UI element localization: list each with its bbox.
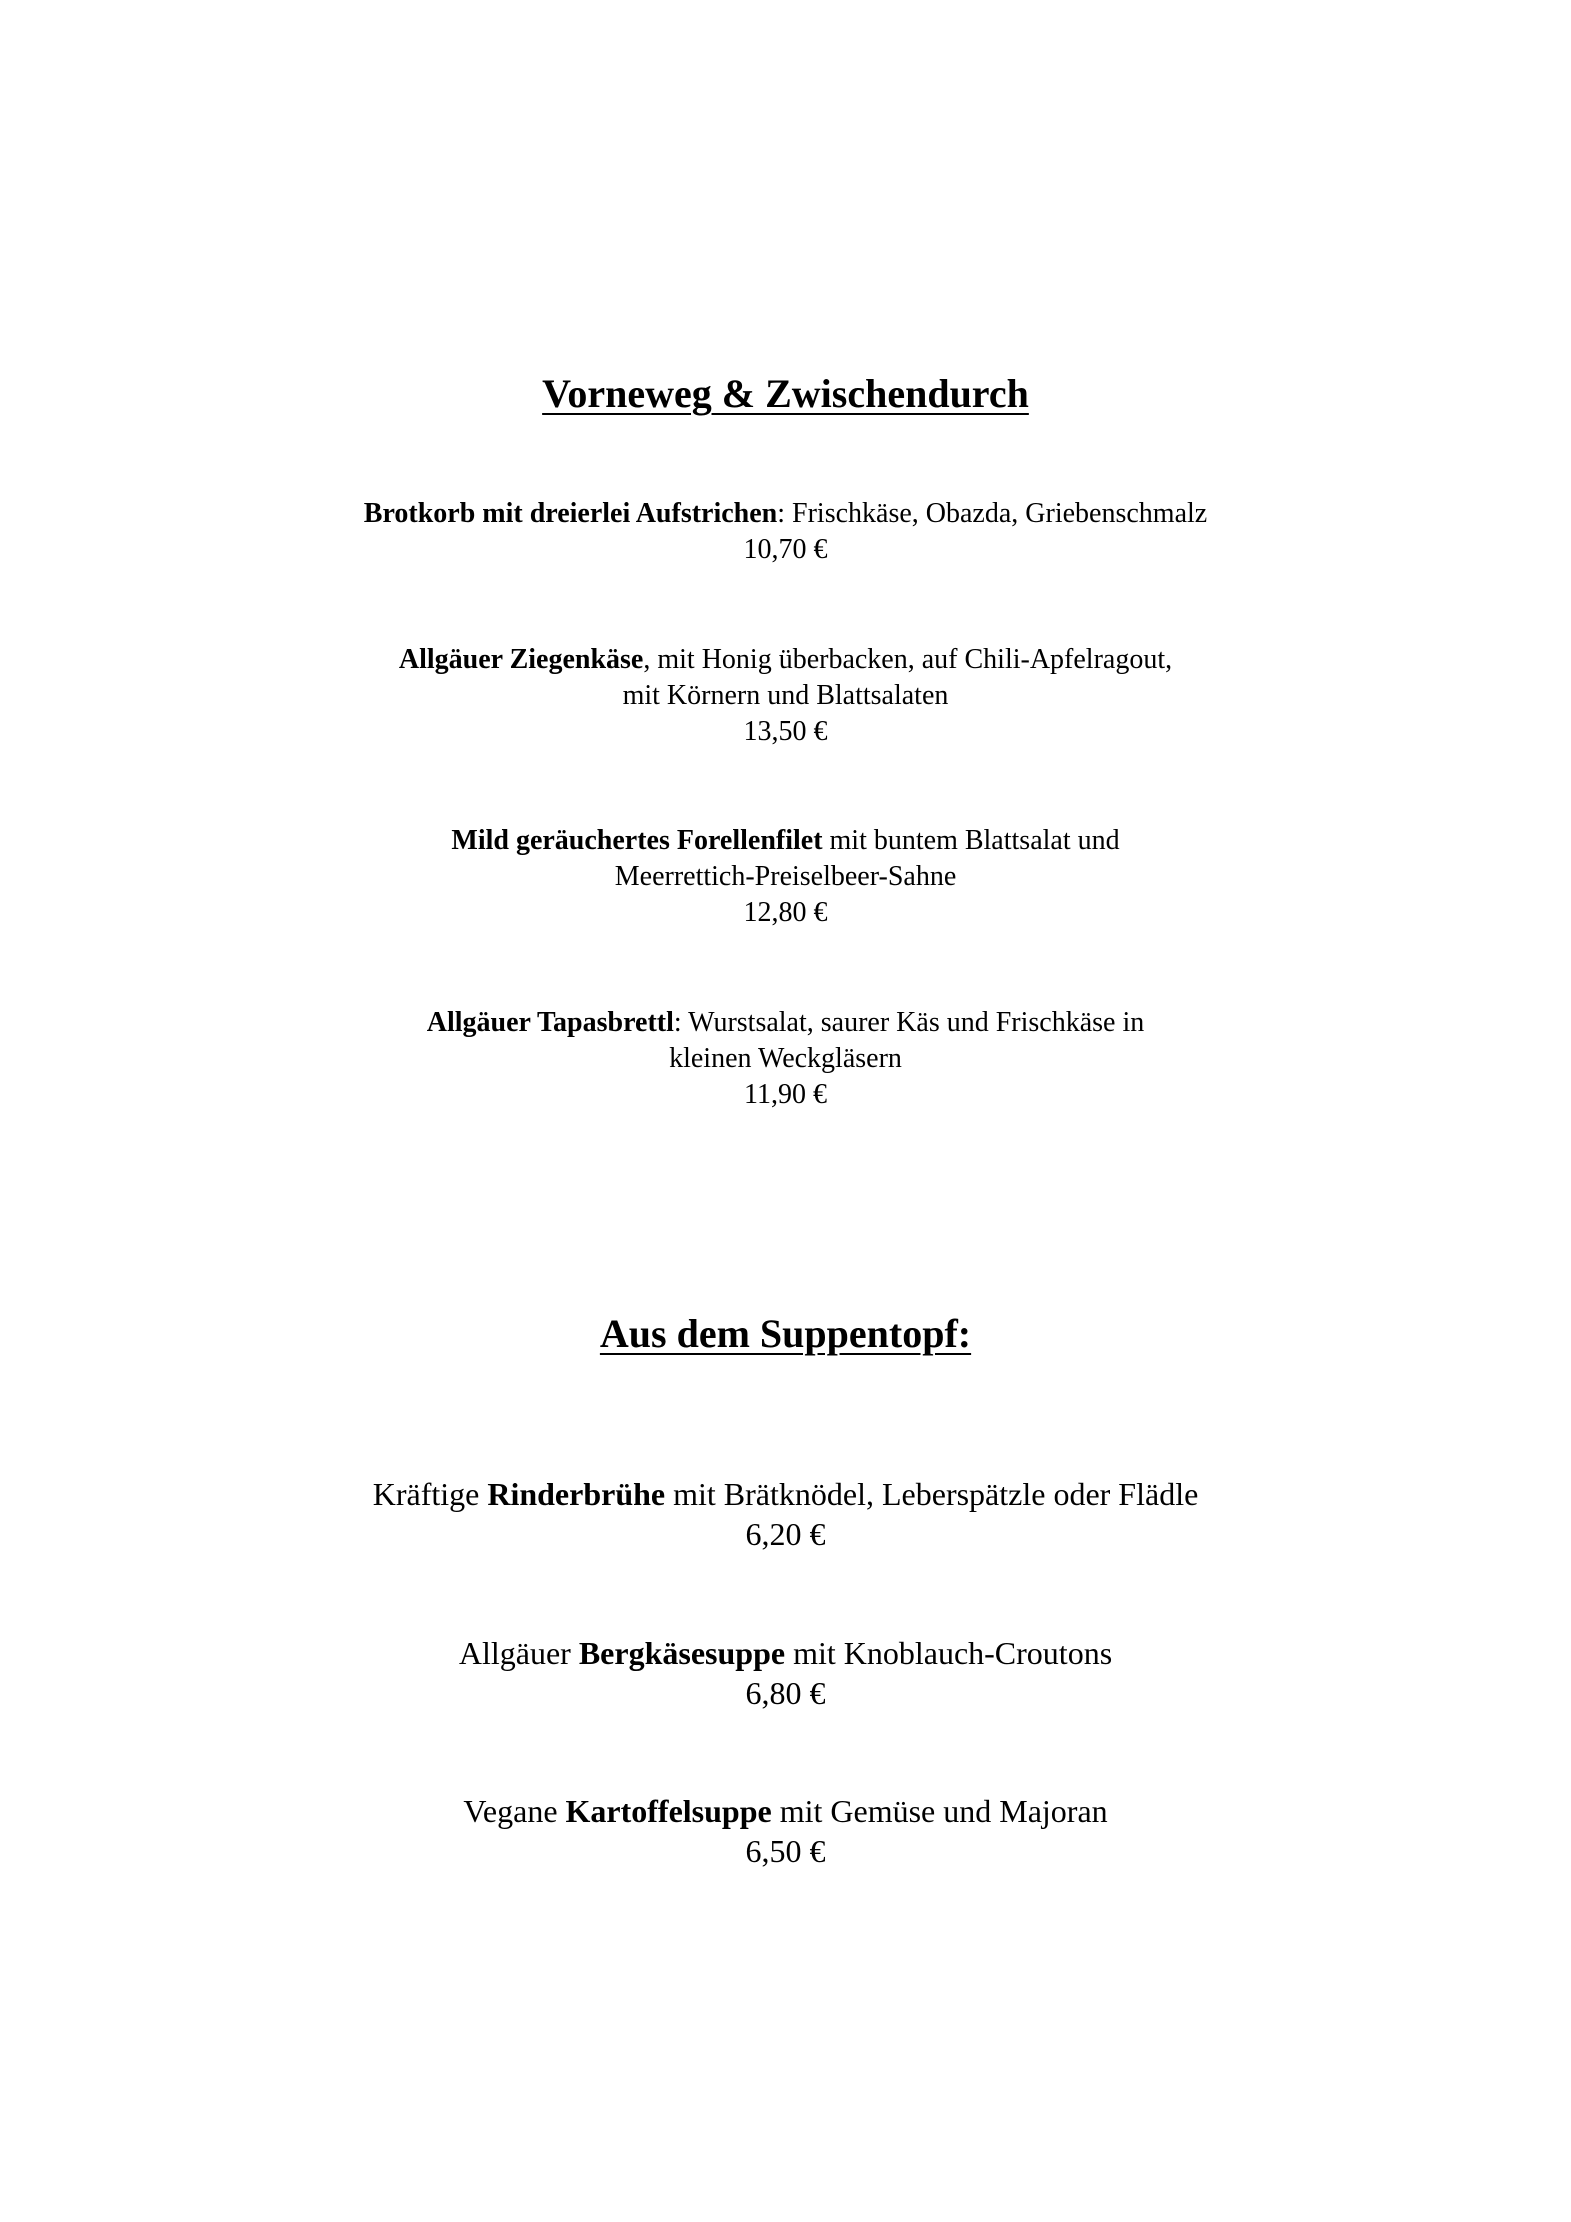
item-price: 11,90 € xyxy=(744,1079,827,1110)
item-price: 6,50 € xyxy=(745,1833,826,1869)
menu-item-brotkorb xyxy=(0,496,1571,568)
item-name: Kartoffelsuppe xyxy=(565,1793,772,1829)
item-name: Bergkäsesuppe xyxy=(578,1635,786,1671)
menu-item-ziegenkaese xyxy=(0,642,1571,750)
menu-item-tapasbrettl xyxy=(0,1005,1571,1113)
item-description-line2: mit Körnern und Blattsalaten xyxy=(622,680,949,711)
item-price: 12,80 € xyxy=(743,897,828,928)
item-price: 6,80 € xyxy=(745,1675,826,1711)
item-description: Allgäuer Ziegenkäse, mit Honig überbacken, auf Chili-Apfelragout, xyxy=(398,644,1173,675)
item-name: Allgäuer Ziegenkäse xyxy=(398,644,644,675)
item-description: Allgäuer Bergkäsesuppe mit Knoblauch-Croutons xyxy=(458,1635,1113,1671)
item-price: 10,70 € xyxy=(743,534,828,565)
menu-item-kartoffelsuppe xyxy=(0,1791,1571,1871)
item-price: 13,50 € xyxy=(743,716,828,747)
section-heading-starters: Vorneweg & Zwischendurch xyxy=(542,371,1029,416)
item-description: Brotkorb mit dreierlei Aufstrichen: Frischkäse, Obazda, Griebenschmalz xyxy=(363,498,1208,529)
item-price: 6,20 € xyxy=(745,1516,826,1552)
item-description: Kräftige Rinderbrühe mit Brätknödel, Leberspätzle oder Flädle xyxy=(372,1476,1199,1512)
item-description: Mild geräuchertes Forellenfilet mit buntem Blattsalat und xyxy=(451,825,1120,856)
item-description: Vegane Kartoffelsuppe mit Gemüse und Majoran xyxy=(463,1793,1108,1829)
item-description: Allgäuer Tapasbrettl: Wurstsalat, saurer Käs und Frischkäse in xyxy=(426,1007,1145,1038)
item-description-line2: kleinen Weckgläsern xyxy=(669,1043,902,1074)
section-heading-soups: Aus dem Suppentopf: xyxy=(599,1311,972,1356)
menu-item-rinderbruehe xyxy=(0,1474,1571,1554)
item-name: Allgäuer Tapasbrettl xyxy=(426,1007,674,1038)
item-name: Mild geräuchertes Forellenfilet xyxy=(451,825,823,856)
menu-item-bergkaesesuppe xyxy=(0,1633,1571,1713)
item-name: Rinderbrühe xyxy=(487,1476,666,1512)
item-description-line2: Meerrettich-Preiselbeer-Sahne xyxy=(614,861,957,892)
item-name: Brotkorb mit dreierlei Aufstrichen xyxy=(363,498,778,529)
menu-item-forellenfilet xyxy=(0,823,1571,931)
